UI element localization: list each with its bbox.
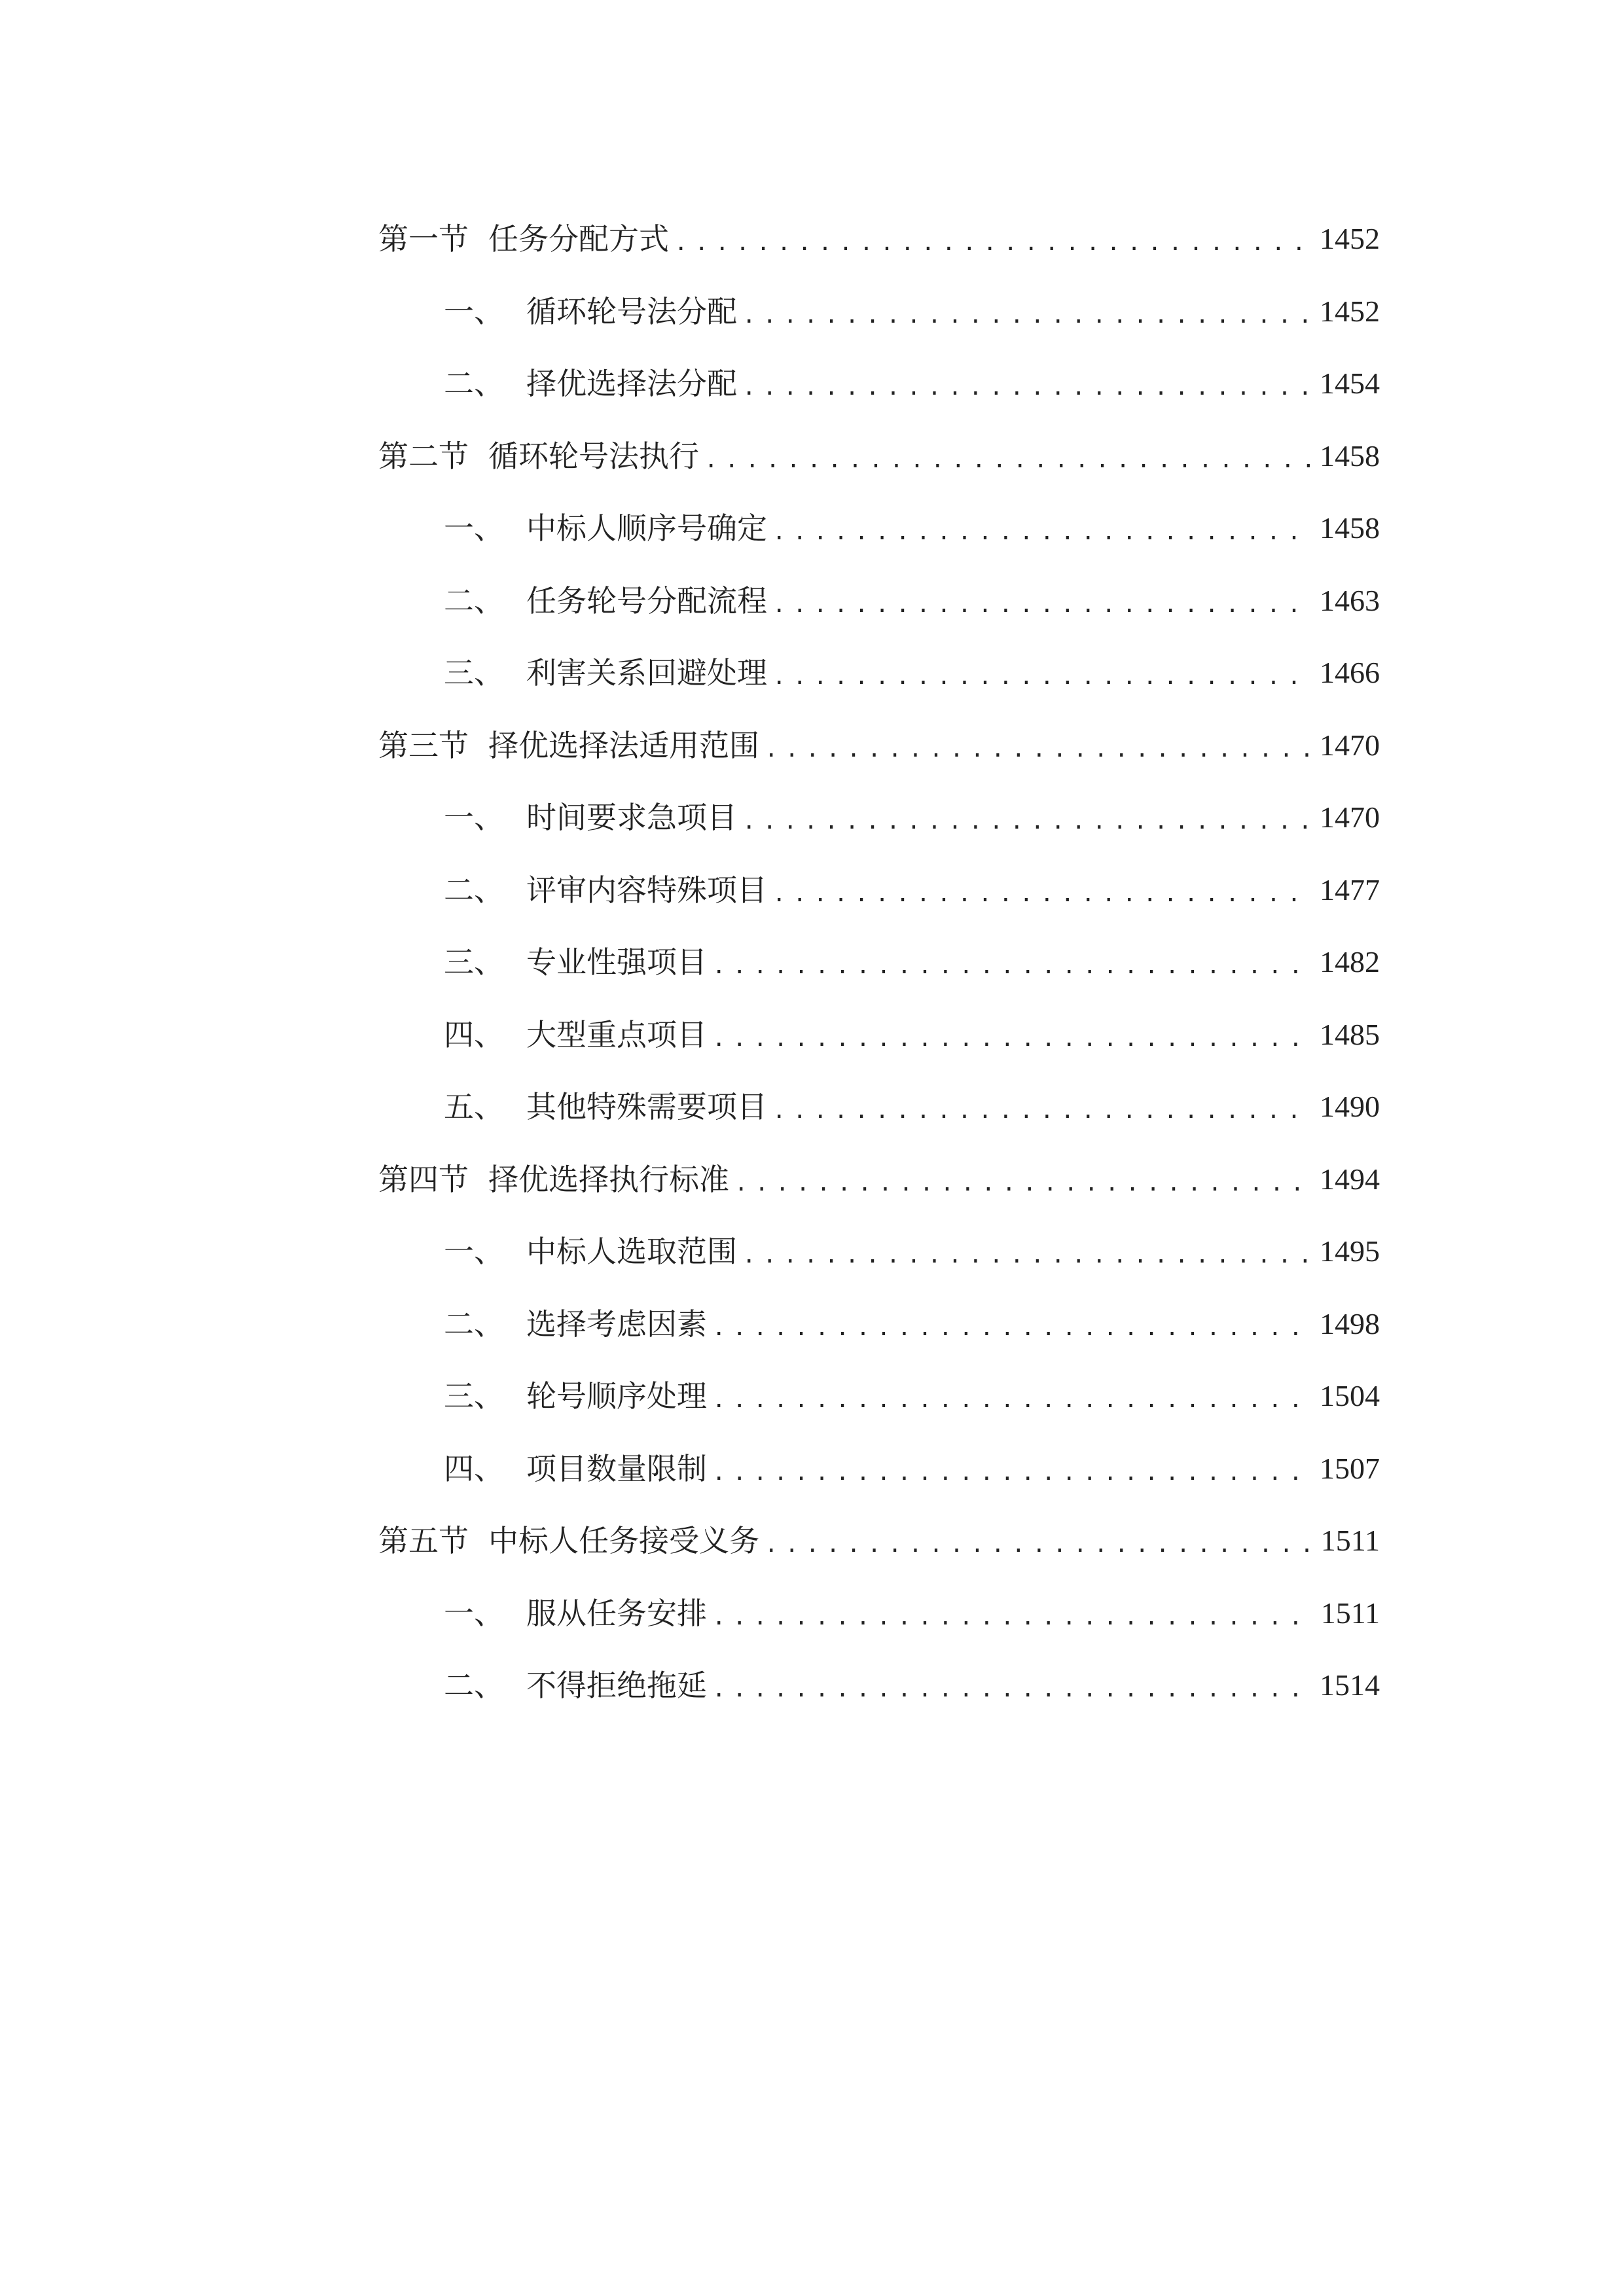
item-number: 二、: [444, 583, 504, 619]
page-number: 1507: [1320, 1451, 1380, 1485]
toc-entry[interactable]: [378, 1505, 1380, 1577]
table-of-contents: [378, 203, 1380, 1722]
page-number: 1470: [1320, 728, 1380, 762]
page-number: 1452: [1320, 294, 1380, 328]
dot-leader: [712, 1389, 1310, 1411]
item-title: 择优选择法分配: [526, 366, 737, 402]
toc-entry[interactable]: [378, 492, 1380, 565]
section-title: 任务分配方式: [488, 221, 669, 257]
toc-entry[interactable]: [378, 1433, 1380, 1505]
page-number: 1490: [1320, 1090, 1380, 1124]
item-title: 利害关系回避处理: [526, 655, 767, 691]
page-number: 1495: [1320, 1234, 1380, 1268]
dot-leader: [712, 1606, 1312, 1628]
item-number: 一、: [444, 800, 504, 836]
page-number: 1498: [1320, 1306, 1380, 1340]
item-title: 不得拒绝拖延: [526, 1668, 707, 1704]
toc-entry[interactable]: [378, 1071, 1380, 1143]
item-title: 轮号顺序处理: [526, 1378, 707, 1414]
page-number: 1511: [1320, 1596, 1380, 1630]
dot-leader: [772, 594, 1310, 616]
item-number: 三、: [444, 655, 504, 691]
toc-entry[interactable]: [378, 348, 1380, 420]
dot-leader: [674, 232, 1310, 254]
dot-leader: [772, 521, 1310, 543]
section-number: 第一节: [378, 221, 469, 257]
dot-leader: [712, 1317, 1310, 1339]
toc-entry[interactable]: [378, 565, 1380, 637]
item-title: 中标人顺序号确定: [526, 511, 767, 547]
item-number: 一、: [444, 293, 504, 329]
toc-entry[interactable]: [378, 999, 1380, 1071]
dot-leader: [742, 376, 1310, 399]
toc-entry[interactable]: [378, 854, 1380, 927]
item-title: 循环轮号法分配: [526, 293, 737, 329]
dot-leader: [734, 1172, 1310, 1194]
section-number: 第五节: [378, 1523, 469, 1559]
toc-entry[interactable]: [378, 1215, 1380, 1288]
item-title: 服从任务安排: [526, 1595, 707, 1631]
item-number: 二、: [444, 366, 504, 402]
dot-leader: [704, 449, 1310, 471]
toc-entry[interactable]: [378, 276, 1380, 348]
page-number: 1466: [1320, 656, 1380, 690]
toc-entry[interactable]: [378, 709, 1380, 782]
item-title: 项目数量限制: [526, 1450, 707, 1486]
dot-leader: [712, 1678, 1310, 1700]
dot-leader: [742, 1244, 1310, 1266]
dot-leader: [765, 738, 1310, 761]
section-number: 第四节: [378, 1161, 469, 1197]
dot-leader: [712, 1462, 1310, 1484]
page-number: 1470: [1320, 800, 1380, 834]
page-number: 1482: [1320, 945, 1380, 979]
section-number: 第二节: [378, 438, 469, 474]
page-number: 1452: [1320, 222, 1380, 256]
dot-leader: [765, 1534, 1312, 1556]
section-number: 第三节: [378, 727, 469, 763]
item-title: 专业性强项目: [526, 944, 707, 980]
dot-leader: [742, 304, 1310, 327]
item-number: 三、: [444, 944, 504, 980]
item-number: 二、: [444, 1306, 504, 1342]
item-number: 五、: [444, 1089, 504, 1125]
item-title: 任务轮号分配流程: [526, 583, 767, 619]
item-title: 其他特殊需要项目: [526, 1089, 767, 1125]
page-number: 1463: [1320, 583, 1380, 617]
item-number: 三、: [444, 1378, 504, 1414]
page-number: 1504: [1320, 1379, 1380, 1413]
dot-leader: [772, 883, 1310, 905]
toc-entry[interactable]: [378, 637, 1380, 709]
item-number: 四、: [444, 1450, 504, 1486]
toc-entry[interactable]: [378, 1143, 1380, 1216]
toc-entry[interactable]: [378, 781, 1380, 854]
page-number: 1477: [1320, 872, 1380, 906]
page-number: 1514: [1320, 1668, 1380, 1702]
dot-leader: [772, 666, 1310, 688]
item-title: 大型重点项目: [526, 1016, 707, 1052]
page-number: 1511: [1320, 1524, 1380, 1558]
toc-entry[interactable]: [378, 926, 1380, 999]
dot-leader: [712, 955, 1310, 977]
section-title: 择优选择执行标准: [488, 1161, 729, 1197]
toc-entry[interactable]: [378, 420, 1380, 493]
toc-entry[interactable]: [378, 1288, 1380, 1361]
page-number: 1458: [1320, 511, 1380, 545]
item-number: 一、: [444, 1234, 504, 1270]
toc-entry[interactable]: [378, 1649, 1380, 1722]
dot-leader: [712, 1028, 1310, 1050]
dot-leader: [772, 1100, 1310, 1122]
item-title: 中标人选取范围: [526, 1234, 737, 1270]
section-title: 择优选择法适用范围: [488, 727, 759, 763]
page-number: 1494: [1320, 1162, 1380, 1196]
item-title: 选择考虑因素: [526, 1306, 707, 1342]
item-title: 时间要求急项目: [526, 800, 737, 836]
item-number: 一、: [444, 511, 504, 547]
page-number: 1458: [1320, 439, 1380, 473]
toc-entry[interactable]: [378, 203, 1380, 276]
toc-entry[interactable]: [378, 1577, 1380, 1650]
item-number: 四、: [444, 1016, 504, 1052]
item-number: 二、: [444, 1668, 504, 1704]
item-number: 一、: [444, 1595, 504, 1631]
page-number: 1485: [1320, 1017, 1380, 1051]
item-title: 评审内容特殊项目: [526, 872, 767, 908]
item-number: 二、: [444, 872, 504, 908]
section-title: 循环轮号法执行: [488, 438, 699, 474]
page-number: 1454: [1320, 367, 1380, 401]
toc-entry[interactable]: [378, 1360, 1380, 1433]
dot-leader: [742, 810, 1310, 833]
section-title: 中标人任务接受义务: [488, 1523, 759, 1559]
